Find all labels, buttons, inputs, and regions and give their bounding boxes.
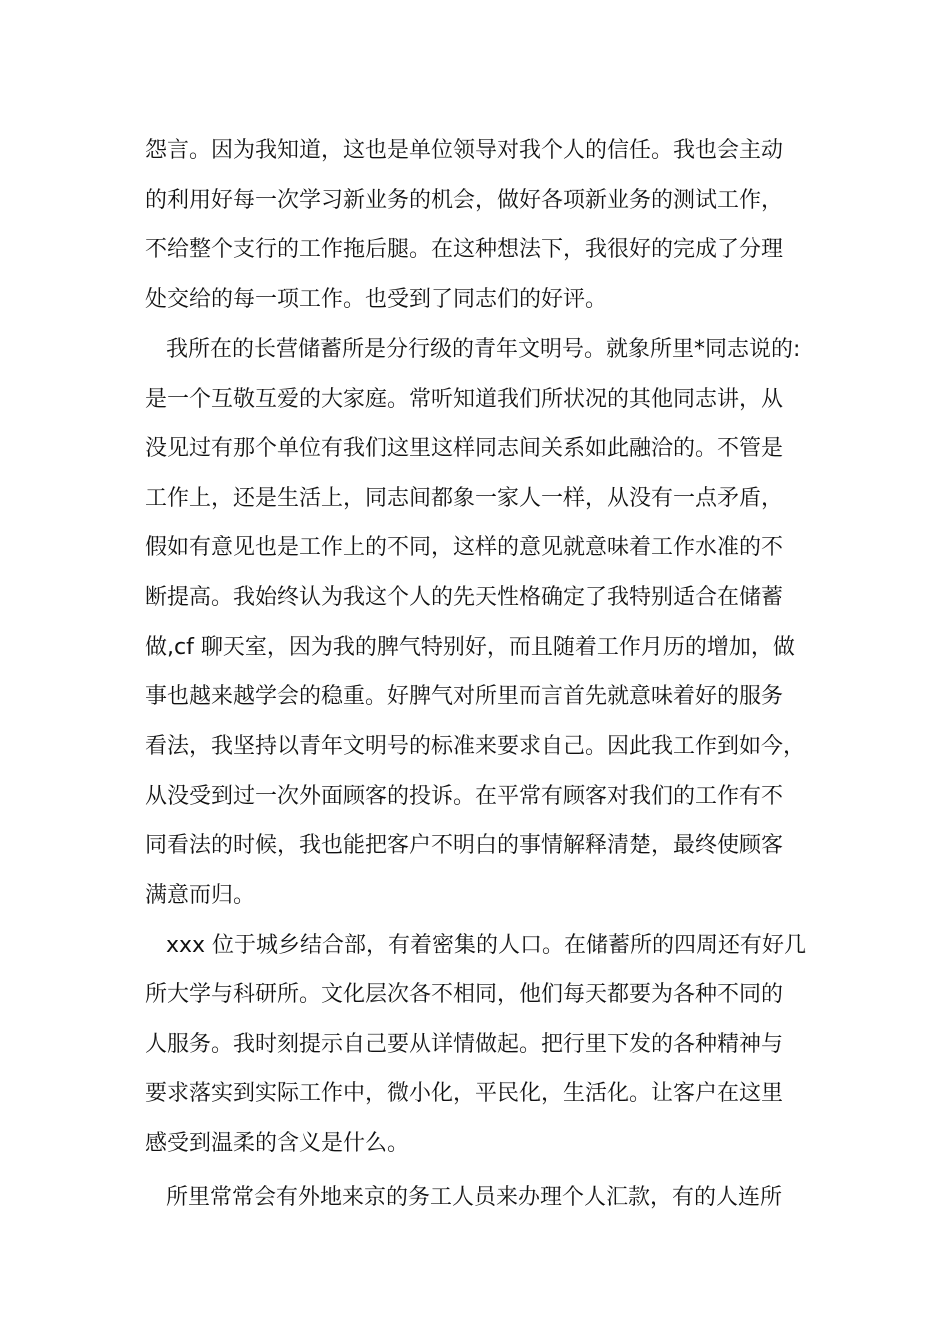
text-line: 假如有意见也是工作上的不同，这样的意见就意味着工作水准的不 xyxy=(145,535,784,560)
text-line: 怨言。因为我知道，这也是单位领导对我个人的信任。我也会主动 xyxy=(145,138,784,163)
text-line: 人服务。我时刻提示自己要从详情做起。把行里下发的各种精神与 xyxy=(145,1032,784,1057)
paragraph-first-line: xxx 位于城乡结合部，有着密集的人口。在储蓄所的四周还有好几 xyxy=(166,933,807,958)
text-line: 要求落实到实际工作中，微小化，平民化，生活化。让客户在这里 xyxy=(145,1081,784,1106)
paragraph-first-line: 我所在的长营储蓄所是分行级的青年文明号。就象所里*同志说的: xyxy=(166,337,801,362)
text-line: 所大学与科研所。文化层次各不相同，他们每天都要为各种不同的 xyxy=(145,982,784,1007)
text-line: 是一个互敬互爱的大家庭。常听知道我们所状况的其他同志讲，从 xyxy=(145,387,784,412)
text-line: 断提高。我始终认为我这个人的先天性格确定了我特别适合在储蓄 xyxy=(145,585,784,610)
text-line: 同看法的时候，我也能把客户不明白的事情解释清楚，最终使顾客 xyxy=(145,833,784,858)
text-line: 不给整个支行的工作拖后腿。在这种想法下，我很好的完成了分理 xyxy=(145,237,784,262)
text-line: 感受到温柔的含义是什么。 xyxy=(145,1131,410,1156)
text-line: 的利用好每一次学习新业务的机会，做好各项新业务的测试工作， xyxy=(145,188,784,213)
text-line: 从没受到过一次外面顾客的投诉。在平常有顾客对我们的工作有不 xyxy=(145,784,784,809)
text-line: 做,cf 聊天室，因为我的脾气特别好，而且随着工作月历的增加，做 xyxy=(145,635,795,660)
text-line: 事也越来越学会的稳重。好脾气对所里而言首先就意味着好的服务 xyxy=(145,684,784,709)
text-line: 处交给的每一项工作。也受到了同志们的好评。 xyxy=(145,287,608,312)
text-line: 看法，我坚持以青年文明号的标准来要求自己。因此我工作到如今， xyxy=(145,734,806,759)
text-line: 满意而归。 xyxy=(145,883,256,908)
text-line: 工作上，还是生活上，同志间都象一家人一样，从没有一点矛盾， xyxy=(145,486,784,511)
text-line: 没见过有那个单位有我们这里这样同志间关系如此融洽的。不管是 xyxy=(145,436,784,461)
paragraph-first-line: 所里常常会有外地来京的务工人员来办理个人汇款，有的人连所 xyxy=(166,1185,783,1210)
